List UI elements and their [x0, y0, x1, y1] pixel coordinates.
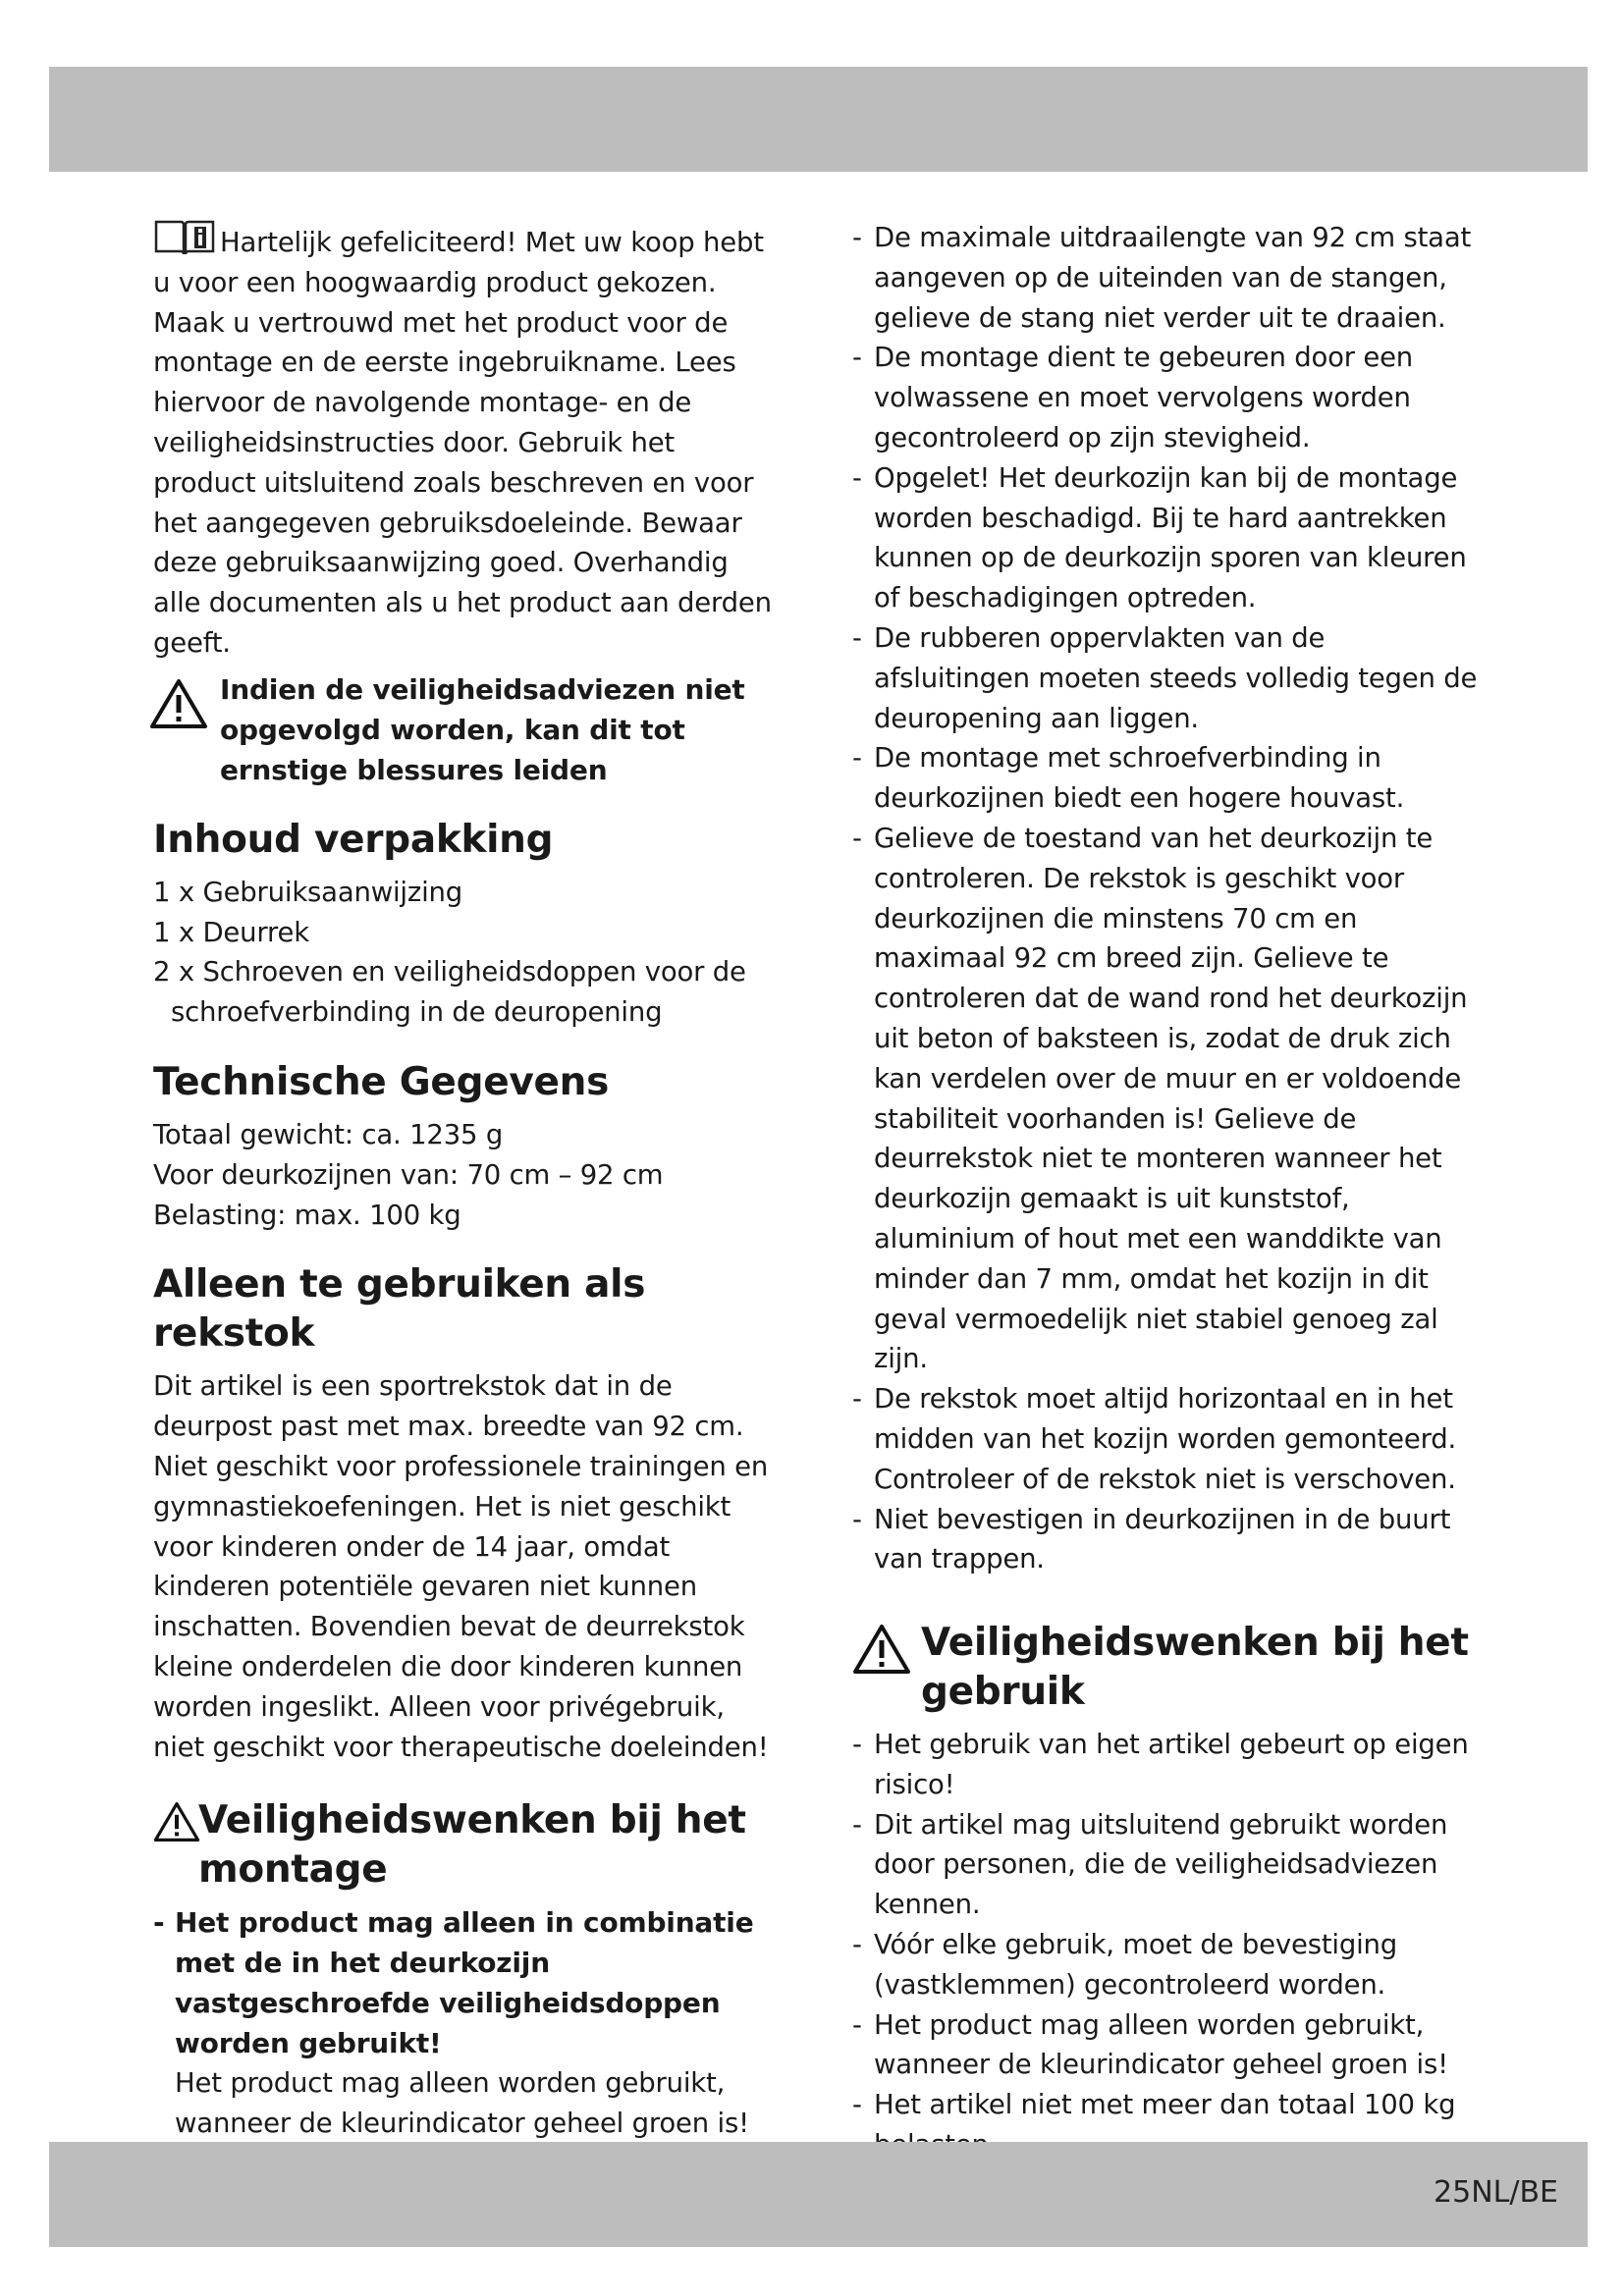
list-item: - De rubberen oppervlakten van de afsluitingen moeten steeds volledig tegen de deuropening aan liggen.: [852, 621, 1478, 734]
warning-text: Indien de veiligheidsadviezen niet opgevolgd worden, kan dit tot ernstige blessures leiden: [220, 672, 745, 786]
usage-heading: Alleen te gebruiken als rekstok: [153, 1262, 646, 1357]
specs-heading: Technische Gegevens: [153, 1059, 609, 1104]
list-item: - Gelieve de toestand van het deurkozijn te controleren. De rekstok is geschikt voor deurkozijnen die minstens 70 cm en maximaal 92 cm breed zijn. Gelieve te controleren dat de wand rond het deurkozijn uit beton of baksteen is, zodat de druk zich kan verdelen over de muur en er voldoende stabiliteit voorhanden is! Gelieve de deurrekstok niet te monteren wanneer het deurkozijn gemaakt is uit kunststof, aluminium of hout met een wanddikte van minder dan 7 mm, omdat het kozijn in dit geval vermoedelijk niet stabiel genoeg zal zijn.: [852, 822, 1468, 1375]
safety-mount-heading-text: Veiligheidswenken bij het montage: [198, 1798, 746, 1893]
list-item: - De montage met schroefverbinding in deurkozijnen biedt een hogere houvast.: [852, 742, 1405, 815]
right-column: [852, 218, 1481, 2165]
usage-paragraph: Dit artikel is een sportrekstok dat in de deurpost past met max. breedte van 92 cm. Niet geschikt voor professionele trainingen en gymnastiekoefeningen. Het is niet geschikt voor kinderen onder de 14 jaar, omdat kinderen potentiële gevaren niet kunnen inschatten. Bovendien bevat de deurrekstok kleine onderdelen die door kinderen kunnen worden ingeslikt. Alleen voor privégebruik, niet geschikt voor therapeutische doeleinden!: [153, 1370, 769, 1763]
contents-heading: Inhoud verpakking: [153, 817, 554, 862]
list-item: 1 x Deurrek: [153, 916, 309, 948]
safety-mount-note: Het product mag alleen worden gebruikt, wanneer de kleurindicator geheel groen is!: [175, 2067, 749, 2140]
list-item: - De rekstok moet altijd horizontaal en in het midden van het kozijn worden gemonteerd. Controleer of de rekstok niet is verschoven.: [852, 1383, 1456, 1495]
list-item: - Het product mag alleen in combinatie met de in het deurkozijn vastgeschroefde veiligheidsdoppen worden gebruikt!: [153, 1906, 754, 2060]
safety-use-heading: [852, 1619, 1481, 1717]
safety-mount-list: [153, 1902, 782, 2063]
specs-list: [153, 1115, 782, 1235]
list-item: Voor deurkozijnen van: 70 cm – 92 cm: [153, 1158, 664, 1191]
header-band: [49, 67, 1588, 172]
list-item: - De montage dient te gebeuren door een volwassene en moet vervolgens worden gecontroleerd op zijn stevigheid.: [852, 342, 1414, 454]
list-item: 1 x Gebruiksaanwijzing: [153, 876, 463, 908]
footer-band: [49, 2142, 1588, 2247]
list-item: - Dit artikel mag uitsluitend gebruikt worden door personen, die de veiligheidsadviezen kennen.: [852, 1808, 1448, 1921]
safety-use-list: [852, 1725, 1481, 2165]
safety-mount-heading: [153, 1796, 782, 1895]
warning-triangle-icon: [852, 1623, 911, 1676]
contents-list: [153, 873, 782, 1033]
page-number: 25NL/BE: [1434, 2175, 1558, 2210]
warning-triangle-icon: [149, 677, 208, 730]
warning-callout: [153, 669, 782, 790]
list-item: - Opgelet! Het deurkozijn kan bij de montage worden beschadigd. Bij te hard aantrekken kunnen op de deurkozijn sporen van kleuren of beschadigingen optreden.: [852, 461, 1467, 614]
list-item: 2 x Schroeven en veiligheidsdoppen voor de schroefverbinding in de deuropening: [153, 956, 746, 1029]
list-item: - Vóór elke gebruik, moet de bevestiging (vastklemmen) gecontroleerd worden.: [852, 1929, 1398, 2001]
warning-triangle-icon: [153, 1800, 200, 1843]
list-item: - Het gebruik van het artikel gebeurt op eigen risico!: [852, 1729, 1469, 1800]
list-item: - Het product mag alleen worden gebruikt, wanneer de kleurindicator geheel groen is!: [852, 2008, 1448, 2081]
left-column: [153, 218, 782, 2144]
book-info-icon: [153, 218, 216, 257]
mount-instructions-list: [852, 218, 1481, 1579]
list-item: - Niet bevestigen in deurkozijnen in de buurt van trappen.: [852, 1503, 1451, 1575]
intro-text: Hartelijk gefeliciteerd! Met uw koop hebt u voor een hoogwaardig product gekozen. Maak u vertrouwd met het product voor de montage en de eerste ingebruikname. Lees hiervoor de navolgende montage- en de veiligheidsinstructies door. Gebruik het product uitsluitend zoals beschreven en voor het aangegeven gebruiksdoeleinde. Bewaar deze gebruiksaanwijzing goed. Overhandig alle documenten als u het product aan derden geeft.: [153, 227, 772, 659]
list-item: Belasting: max. 100 kg: [153, 1199, 461, 1231]
safety-use-heading-text: Veiligheidswenken bij het gebruik: [921, 1621, 1469, 1715]
list-item: - Het artikel niet met meer dan totaal 100 kg: [852, 2089, 1456, 2121]
list-item: - De maximale uitdraailengte van 92 cm staat aangeven op de uiteinden van de stangen, gelieve de stang niet verder uit te draaien.: [852, 222, 1472, 334]
list-item: Totaal gewicht: ca. 1235 g: [153, 1118, 504, 1150]
intro-paragraph: [153, 218, 782, 664]
